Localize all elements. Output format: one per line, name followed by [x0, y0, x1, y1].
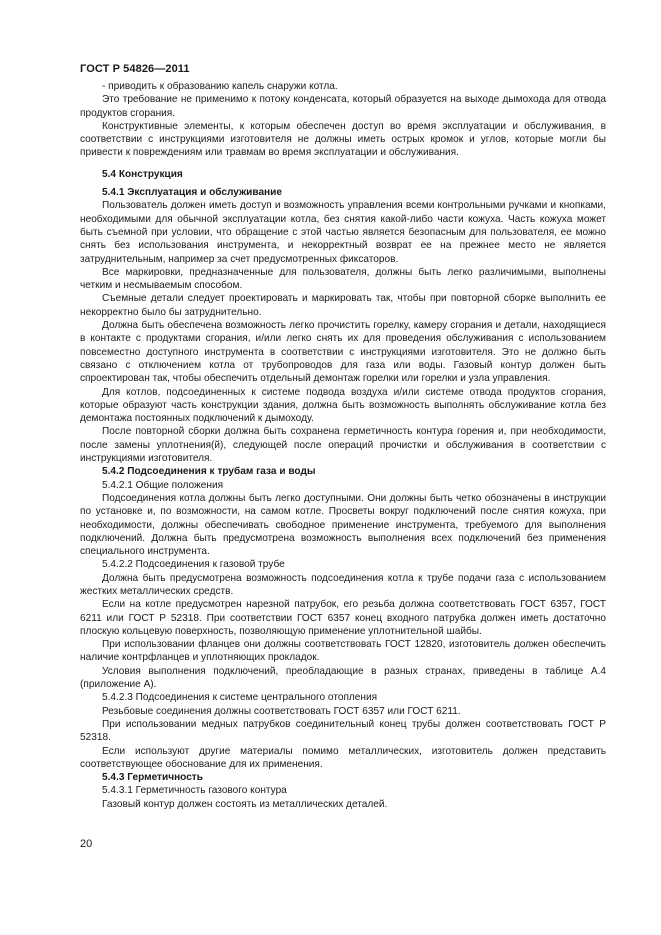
paragraph: Пользователь должен иметь доступ и возможность управления всеми контрольными ручками и кнопками, необходимыми для обычной эксплуатации котла, без снятия какой-либо части кожуха. Часть кожуха может быть съемной при условии, что обращение с этой частью является безопасным для пользователя, ее можно снять без использования инструмента, и некорректный возврат ее на прежнее место не является затруднительным, например за счет предусмотренных фиксаторов. — [80, 200, 606, 265]
paragraph: Должна быть обеспечена возможность легко прочистить горелку, камеру сгорания и детали, находящиеся в контакте с продуктами сгорания, и/или легко снять их для проведения обслуживания с использованием повсеместно доступного инструмента в соответствии с инструкциями изготовителя. Это не должно быть связано с отключением котла от трубопроводов для газа или воды. Газовый контур должен быть спроектирован так, чтобы обеспечить отдельный демонтаж горелки или горелки и узла управления. — [80, 320, 606, 385]
paragraph: После повторной сборки должна быть сохранена герметичность контура горения и, при необходимости, после замены уплотнения(й), следующей после операций прочистки и обслуживания в соответствии с инструкциями изготовителя. — [80, 426, 606, 465]
section-heading: 5.4 Конструкция — [102, 168, 183, 180]
paragraph: Это требование не применимо к потоку конденсата, который образуется на выходе дымохода для отвода продуктов сгорания. — [80, 94, 606, 119]
page-number: 20 — [80, 838, 93, 850]
paragraph: Если используют другие материалы помимо металлических, изготовитель должен представить соответствующее обоснование для их применения. — [80, 745, 606, 770]
clause-heading: 5.4.2.1 Общие положения — [102, 479, 224, 491]
clause-heading: 5.4.2.3 Подсоединения к системе центрального отопления — [102, 692, 378, 704]
paragraph: - приводить к образованию капель снаружи котла. — [102, 81, 338, 92]
paragraph: При использовании фланцев они должны соответствовать ГОСТ 12820, изготовитель должен обеспечить наличие контрфланцев и уплотняющих прокладок. — [80, 639, 606, 664]
subsection-heading: 5.4.1 Эксплуатация и обслуживание — [102, 187, 282, 199]
paragraph: Все маркировки, предназначенные для пользователя, должны быть легко различимыми, выполнены четким и несмываемым способом. — [80, 266, 606, 292]
paragraph: Съемные детали следует проектировать и маркировать так, чтобы при повторной сборке выполнить ее некорректно было бы затруднительно. — [80, 293, 606, 318]
subsection-heading: 5.4.2 Подсоединения к трубам газа и воды — [102, 466, 316, 478]
paragraph: Газовый контур должен состоять из металлических деталей. — [102, 798, 388, 810]
paragraph: При использовании медных патрубков соединительный конец трубы должен соответствовать ГОСТ Р 52318. — [80, 718, 606, 744]
clause-heading: 5.4.3.1 Герметичность газового контура — [102, 785, 287, 797]
clause-heading: 5.4.2.2 Подсоединения к газовой трубе — [102, 559, 285, 571]
document-body — [80, 80, 606, 811]
paragraph: Если на котле предусмотрен нарезной патрубок, его резьба должна соответствовать ГОСТ 6357, ГОСТ 6211 или ГОСТ Р 52318. При соответствии ГОСТ 6357 конец входного патрубка должен иметь достаточно плоскую кольцевую поверхность, позволяющую применение уплотнительной шайбы. — [80, 599, 606, 637]
subsection-heading: 5.4.3 Герметичность — [102, 772, 203, 784]
paragraph: Условия выполнения подключений, преобладающие в разных странах, приведены в таблице А.4 (приложение А). — [80, 665, 606, 691]
paragraph: Резьбовые соединения должны соответствовать ГОСТ 6357 или ГОСТ 6211. — [102, 705, 461, 717]
paragraph: Конструктивные элементы, к которым обеспечен доступ во время эксплуатации и обслуживания, в соответствии с инструкциями изготовителя не должны иметь острых кромок и углов, которые могли бы привести к повреждениям или травмам во время эксплуатации и обслуживания. — [80, 120, 606, 159]
paragraph: Для котлов, подсоединенных к системе подвода воздуха и/или системе отвода продуктов сгорания, которые образуют часть конструкции здания, должна быть возможность выполнять обслуживание котла без демонтажа постоянных подключений к дымоходу. — [80, 386, 606, 425]
document-header: ГОСТ Р 54826—2011 — [80, 63, 190, 75]
paragraph: Должна быть предусмотрена возможность подсоединения котла к трубе подачи газа с использованием жестких металлических средств. — [80, 572, 606, 597]
paragraph: Подсоединения котла должны быть легко доступными. Они должны быть четко обозначены в инструкции по установке и, по возможности, на самом котле. Просветы вокруг подключений после снятия кожуха, при необходимости, должны обеспечивать свободное применение инструмента, требуемого для выполнения подключений. Должна быть предусмотрена возможность выполнения всех подключений без применения специального инструмента. — [80, 492, 606, 558]
